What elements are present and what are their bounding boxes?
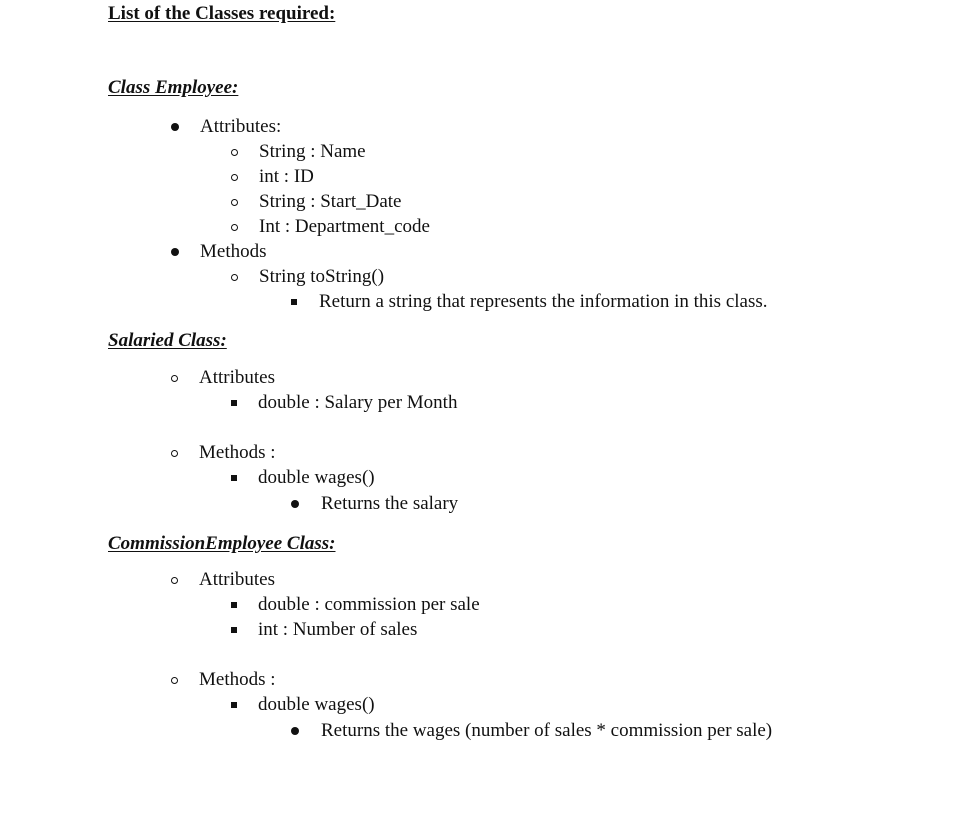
bullet-circle-icon — [231, 174, 238, 181]
bullet-circle-icon — [171, 450, 178, 457]
employee-attribute-item — [0, 215, 430, 239]
salaried-method-text: double wages() — [258, 467, 375, 488]
bullet-circle-icon — [231, 274, 238, 281]
bullet-disc-icon — [291, 500, 299, 508]
salaried-methods-label: Methods : — [199, 442, 276, 463]
employee-method-desc-item — [0, 290, 768, 314]
employee-method-text: String toString() — [259, 266, 385, 287]
commission-method-desc: Returns the wages (number of sales * commission per sale) — [321, 720, 773, 741]
bullet-circle-icon — [171, 577, 178, 584]
commission-attributes-item — [0, 568, 275, 592]
employee-methods-label: Methods — [200, 241, 267, 262]
salaried-attribute-text: double : Salary per Month — [258, 392, 458, 413]
employee-heading: Class Employee: — [108, 77, 239, 98]
bullet-square-icon — [231, 627, 237, 633]
employee-attribute-text: String : Name — [259, 141, 366, 162]
bullet-disc-icon — [171, 248, 179, 256]
employee-attribute-text: Int : Department_code — [259, 216, 430, 237]
bullet-circle-icon — [171, 677, 178, 684]
commission-attributes-label: Attributes — [199, 569, 275, 590]
employee-attribute-item — [0, 165, 314, 189]
employee-attribute-item — [0, 140, 366, 164]
employee-attribute-text: int : ID — [259, 166, 314, 187]
commission-attribute-text: int : Number of sales — [258, 619, 418, 640]
salaried-method-desc-item — [0, 492, 458, 516]
bullet-circle-icon — [231, 224, 238, 231]
salaried-heading: Salaried Class: — [108, 330, 227, 351]
commission-methods-item — [0, 668, 276, 692]
commission-methods-label: Methods : — [199, 669, 276, 690]
employee-attributes-label: Attributes: — [200, 116, 282, 137]
commission-method-text: double wages() — [258, 694, 375, 715]
bullet-circle-icon — [231, 199, 238, 206]
bullet-square-icon — [231, 602, 237, 608]
bullet-disc-icon — [171, 123, 179, 131]
employee-method-desc: Return a string that represents the information in this class. — [319, 291, 768, 312]
bullet-disc-icon — [291, 727, 299, 735]
commission-attribute-text: double : commission per sale — [258, 594, 480, 615]
salaried-attributes-item — [0, 366, 275, 390]
commission-method-item — [0, 693, 375, 717]
employee-attribute-text: String : Start_Date — [259, 191, 402, 212]
bullet-circle-icon — [171, 375, 178, 382]
salaried-attribute-item — [0, 391, 457, 415]
bullet-square-icon — [231, 400, 237, 406]
bullet-square-icon — [231, 702, 237, 708]
bullet-square-icon — [291, 299, 297, 305]
salaried-method-item — [0, 466, 375, 490]
commission-attribute-item — [0, 618, 417, 642]
bullet-circle-icon — [231, 149, 238, 156]
employee-attribute-item — [0, 190, 401, 214]
bullet-square-icon — [231, 475, 237, 481]
commission-method-desc-item — [0, 719, 772, 743]
employee-method-item — [0, 265, 384, 289]
employee-attributes-item — [0, 115, 281, 139]
document-title: List of the Classes required: — [108, 3, 336, 24]
salaried-attributes-label: Attributes — [199, 367, 275, 388]
salaried-methods-item — [0, 441, 276, 465]
salaried-method-desc: Returns the salary — [321, 493, 459, 514]
commission-attribute-item — [0, 593, 480, 617]
commission-heading: CommissionEmployee Class: — [108, 533, 336, 554]
employee-methods-item — [0, 240, 267, 264]
